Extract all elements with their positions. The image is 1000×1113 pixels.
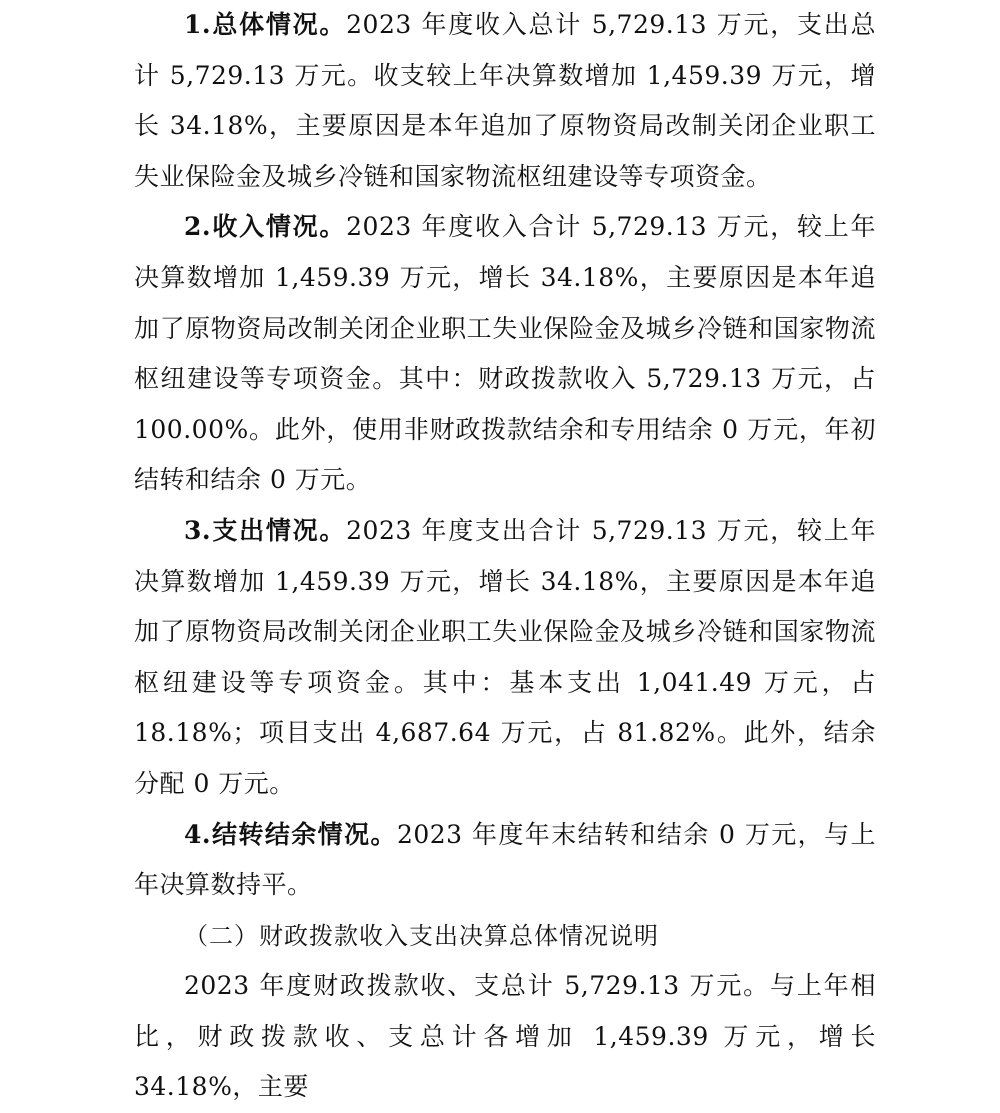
paragraph-expenditure [134,506,876,810]
body-carryover: 2023 年度年末结转和结余 0 万元，与上年决算数持平。 [134,819,877,900]
paragraph-income [134,202,876,506]
body-income: 2023 年度收入合计 5,729.13 万元，较上年决算数增加 1,459.39 万元，增长 34.18%，主要原因是本年追加了原物资局改制关闭企业职工失业保险金及城乡冷链和国家物流枢纽建设等专项资金。其中：财政拨款收入 5,729.13 万元，占 100.00%。此外，使用非财政拨款结余和专用结余 0 万元，年初结转和结余 0 万元。 [134,212,876,495]
paragraph-fiscal-summary: 2023 年度财政拨款收、支总计 5,729.13 万元。与上年相比，财政拨款收、支总计各增加 1,459.39 万元，增长 34.18%，主要 [134,971,876,1102]
document-page [134,0,876,1113]
body-expenditure: 2023 年度支出合计 5,729.13 万元，较上年决算数增加 1,459.39 万元，增长 34.18%，主要原因是本年追加了原物资局改制关闭企业职工失业保险金及城乡冷链和国家物流枢纽建设等专项资金。其中：基本支出 1,041.49 万元，占 18.18%；项目支出 4,687.64 万元，占 81.82%。此外，结余分配 0 万元。 [134,515,876,798]
subsection-title: （二）财政拨款收入支出决算总体情况说明 [184,921,659,950]
heading-overall: 1.总体情况。 [184,10,347,39]
heading-expenditure: 3.支出情况。 [184,515,347,545]
heading-income: 2.收入情况。 [184,212,347,242]
heading-carryover: 4.结转结余情况。 [184,819,397,849]
paragraph-overall [134,0,876,202]
body-overall: 2023 年度收入总计 5,729.13 万元，支出总计 5,729.13 万元。收支较上年决算数增加 1,459.39 万元，增长 34.18%，主要原因是本年追加了原物资局改制关闭企业职工失业保险金及城乡冷链和国家物流枢纽建设等专项资金。 [134,10,876,191]
paragraph-carryover [134,810,876,911]
